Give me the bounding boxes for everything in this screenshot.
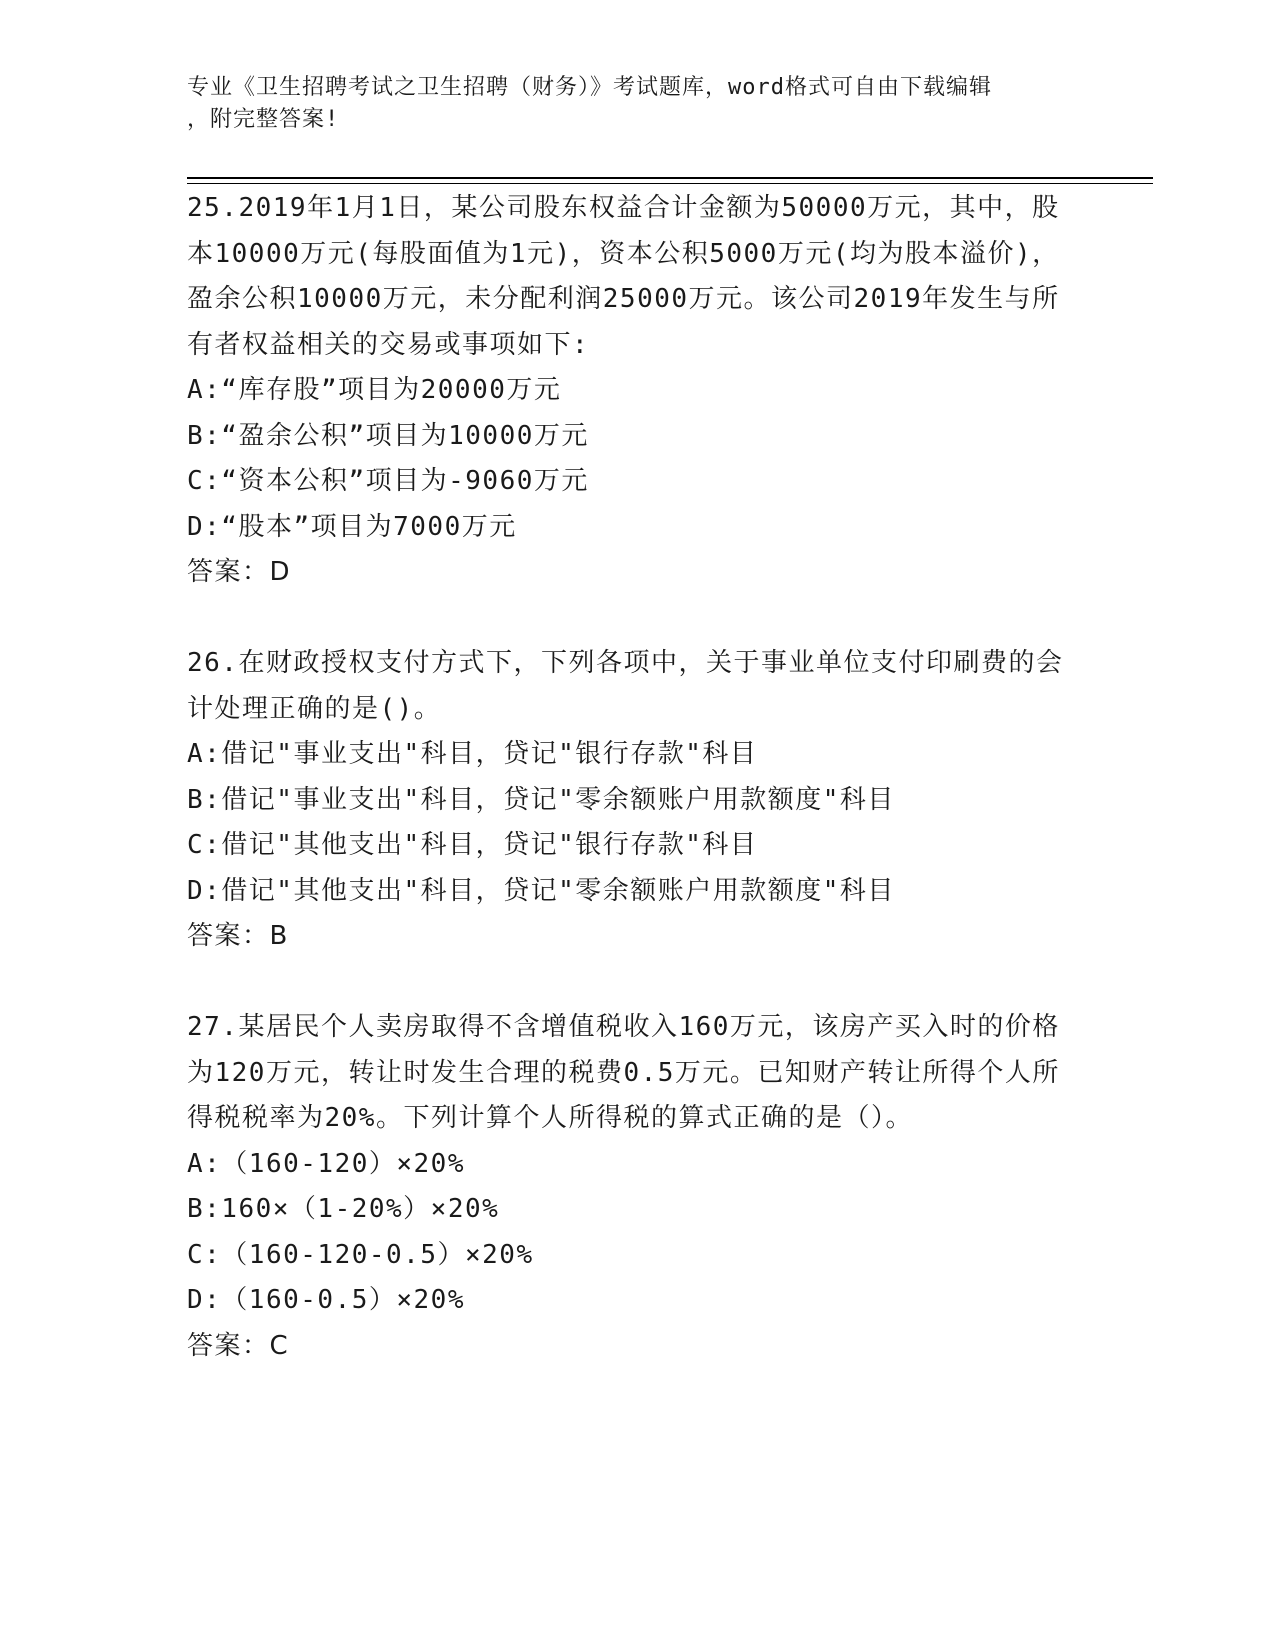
option-c: C:（160-120-0.5）×20%: [187, 1239, 534, 1270]
header-divider-thick: [187, 177, 1153, 179]
option-c: C:“资本公积”项目为-9060万元: [187, 466, 589, 496]
question-stem: 27.某居民个人卖房取得不含增值税收入160万元，该房产买入时的价格为120万元，转让时发生合理的税费0.5万元。已知财产转让所得个人所得税税率为20%。下列计算个人所得税的算式正确的是（）。: [187, 1012, 1060, 1133]
option-a: A:（160-120）×20%: [187, 1148, 465, 1179]
option-d: D:（160-0.5）×20%: [187, 1285, 465, 1315]
question-stem: 25.2019年1月1日，某公司股东权益合计金额为50000万元，其中，股本10000万元(每股面值为1元)，资本公积5000万元(均为股本溢价)，盈余公积10000万元，未分配利润25000万元。该公司2019年发生与所有者权益相关的交易或事项如下:: [187, 193, 1060, 360]
option-c: C:借记"其他支出"科目，贷记"银行存款"科目: [187, 830, 758, 860]
question-27: [187, 1005, 1087, 1369]
question-stem: 26.在财政授权支付方式下，下列各项中，关于事业单位支付印刷费的会计处理正确的是()。: [187, 648, 1064, 724]
option-b: B:160×（1-20%）×20%: [187, 1194, 500, 1224]
option-b: B:借记"事业支出"科目，贷记"零余额账户用款额度"科目: [187, 784, 895, 815]
header-divider-thin: [187, 183, 1153, 184]
header-line-1: 专业《卫生招聘考试之卫生招聘（财务）》考试题库，word格式可自由下载编辑: [187, 75, 992, 100]
question-26: [187, 641, 1087, 960]
option-b: B:“盈余公积”项目为10000万元: [187, 420, 589, 451]
header-line-2: ，附完整答案!: [187, 107, 340, 132]
document-header: [187, 72, 1087, 136]
option-d: D:借记"其他支出"科目，贷记"零余额账户用款额度"科目: [187, 875, 895, 906]
option-d: D:“股本”项目为7000万元: [187, 511, 517, 542]
question-list: [187, 186, 1087, 1415]
question-25: [187, 186, 1087, 596]
answer-line: 答案：D: [187, 557, 292, 587]
answer-line: 答案：B: [187, 921, 289, 951]
answer-line: 答案：C: [187, 1330, 290, 1361]
option-a: A:借记"事业支出"科目，贷记"银行存款"科目: [187, 739, 758, 769]
option-a: A:“库存股”项目为20000万元: [187, 375, 562, 405]
